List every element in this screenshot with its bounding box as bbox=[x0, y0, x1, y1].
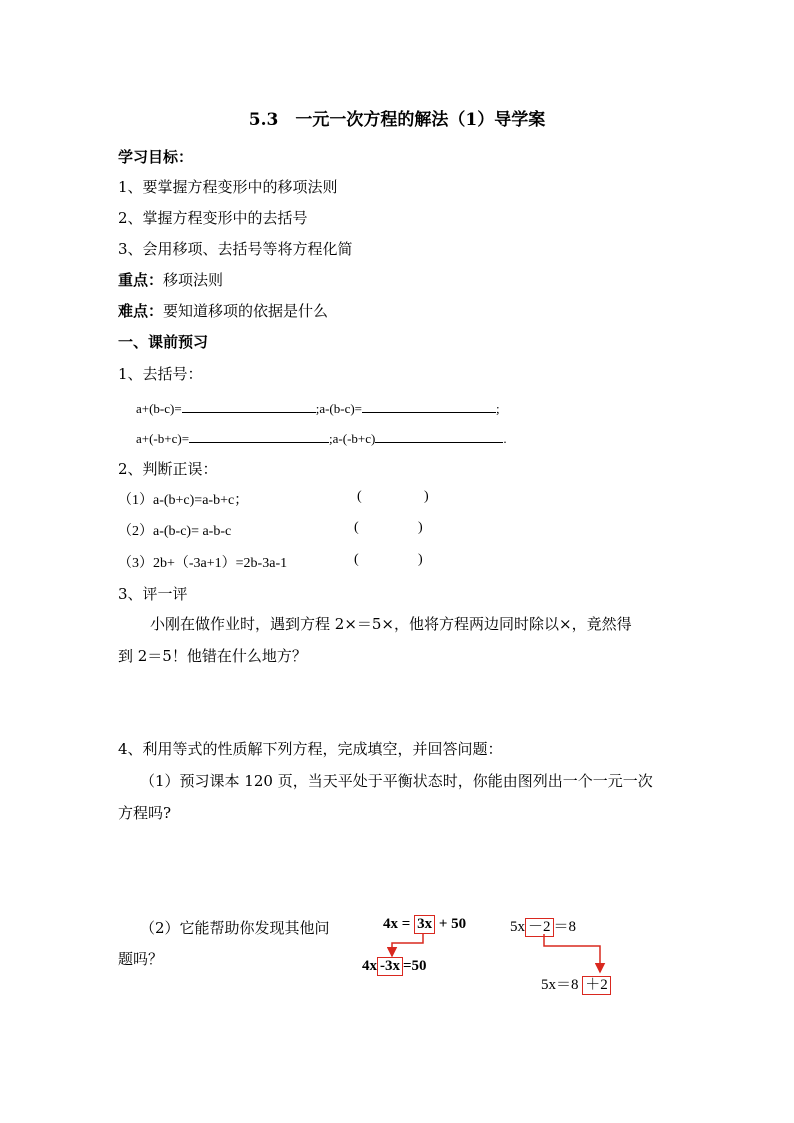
expression: a-(b-c)= bbox=[319, 401, 363, 416]
difficulty-text: 要知道移项的依据是什么 bbox=[163, 302, 329, 320]
arrow-2 bbox=[544, 934, 600, 972]
q3-text-line: 到 2＝5！他错在什么地方？ bbox=[118, 647, 307, 665]
page-title: 5.3 一元一次方程的解法（1）导学案 bbox=[248, 110, 546, 130]
section-heading: 一、课前预习 bbox=[118, 333, 209, 351]
q4-sub1-line: （1）预习课本 120 页，当天平处于平衡状态时，你能由图列出一个一元一次 bbox=[140, 772, 653, 790]
q3-label: 3、评一评 bbox=[118, 585, 188, 603]
diagram1-top-equation: 4x = 3x + 50 bbox=[383, 916, 467, 932]
moved-term-box: -3x bbox=[377, 957, 403, 976]
q4-sub2-line: 题吗？ bbox=[118, 950, 164, 968]
moved-term-box: 3x bbox=[414, 915, 435, 934]
difficulty bbox=[118, 300, 328, 321]
diagram1-bottom-equation: 4x -3x =50 bbox=[362, 958, 427, 974]
q3-text-line: 小刚在做作业时，遇到方程 2×＝5×，他将方程两边同时除以×，竟然得 bbox=[150, 615, 632, 633]
answer-blank[interactable] bbox=[362, 398, 496, 413]
q2-label: 2、判断正误： bbox=[118, 460, 218, 478]
q4-sub1-line: 方程吗? bbox=[118, 804, 172, 822]
diagram2-top-equation: 5x －2 ＝8 bbox=[510, 919, 577, 935]
q4-sub2-line: （2）它能帮助你发现其他问 bbox=[140, 919, 330, 937]
q1-label: 1、去括号： bbox=[118, 365, 203, 383]
objectives-heading: 学习目标： bbox=[118, 148, 194, 166]
judge-close-paren: ) bbox=[418, 520, 423, 535]
objective-item: 3、会用移项、去括号等将方程化简 bbox=[118, 240, 353, 258]
arrow-1 bbox=[392, 934, 423, 956]
answer-blank[interactable] bbox=[375, 428, 503, 443]
answer-blank[interactable] bbox=[189, 428, 329, 443]
q1-row-1: a+(b-c)= ;a-(b-c)= ; bbox=[136, 398, 500, 417]
judge-close-paren: ) bbox=[424, 489, 429, 504]
key-point-label: 重点： bbox=[118, 271, 164, 289]
judge-open-paren: ( bbox=[354, 520, 359, 535]
objective-item: 2、掌握方程变形中的去括号 bbox=[118, 209, 308, 227]
diagram2-bottom-equation: 5x＝8 ＋2 bbox=[541, 973, 611, 995]
expression: a-(-b+c) bbox=[332, 431, 376, 446]
expression: a+(-b+c)= bbox=[136, 431, 190, 446]
judge-open-paren: ( bbox=[357, 489, 362, 504]
expression: a+(b-c)= bbox=[136, 401, 182, 416]
q4-label: 4、利用等式的性质解下列方程，完成填空，并回答问题： bbox=[118, 740, 503, 758]
key-point-text: 移项法则 bbox=[163, 271, 224, 289]
answer-blank[interactable] bbox=[182, 398, 316, 413]
judge-open-paren: ( bbox=[354, 552, 359, 567]
judge-item: （1）a-(b+c)=a-b+c； bbox=[118, 493, 249, 508]
judge-item: （3）2b+（-3a+1）=2b-3a-1 bbox=[118, 556, 288, 571]
moved-term-box: －2 bbox=[525, 918, 554, 937]
objective-item: 1、要掌握方程变形中的移项法则 bbox=[118, 178, 338, 196]
key-point bbox=[118, 269, 223, 290]
judge-close-paren: ) bbox=[418, 552, 423, 567]
difficulty-label: 难点： bbox=[118, 302, 164, 320]
judge-item: （2）a-(b-c)= a-b-c bbox=[118, 524, 232, 539]
q1-row-2: a+(-b+c)= ;a-(-b+c) . bbox=[136, 428, 507, 447]
moved-term-box: ＋2 bbox=[582, 976, 611, 995]
